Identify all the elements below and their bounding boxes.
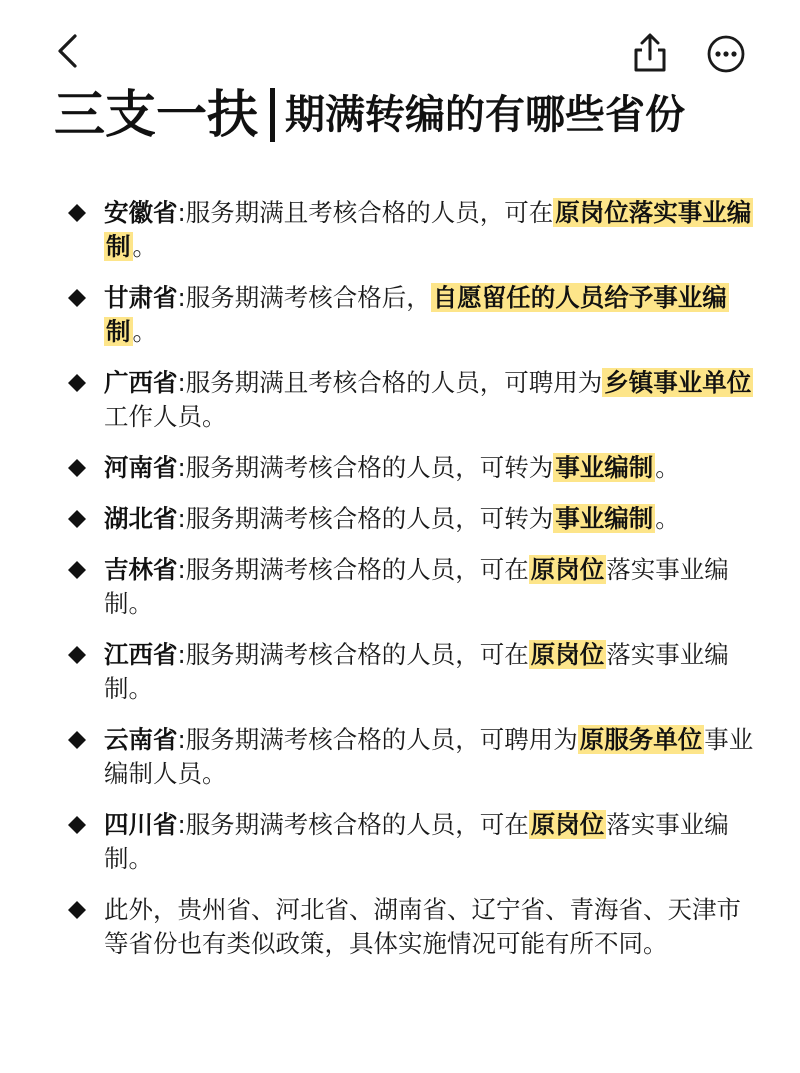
province-colon: : xyxy=(177,453,186,482)
province-colon: : xyxy=(177,725,186,754)
policy-list-item xyxy=(66,553,756,621)
province-colon: : xyxy=(177,555,186,584)
policy-list-item xyxy=(66,451,756,485)
description-text: 工作人员。 xyxy=(104,402,227,431)
diamond-bullet-icon xyxy=(68,510,86,528)
description-text: 服务期满考核合格的人员，可转为 xyxy=(185,504,554,533)
province-name: 湖北省 xyxy=(104,504,178,533)
top-nav-bar xyxy=(0,0,800,90)
description-text: 。 xyxy=(132,317,157,346)
highlighted-text: 原岗位 xyxy=(530,810,605,839)
province-colon: : xyxy=(177,368,186,397)
description-text: 事业编制人员。 xyxy=(104,725,754,788)
description-text: 服务期满且考核合格的人员，可在 xyxy=(185,198,554,227)
diamond-bullet-icon xyxy=(68,561,86,579)
title-divider xyxy=(270,88,275,142)
province-colon: : xyxy=(177,283,186,312)
province-colon: : xyxy=(177,810,186,839)
province-colon: : xyxy=(177,504,186,533)
diamond-bullet-icon xyxy=(68,816,86,834)
description-text: 。 xyxy=(655,453,680,482)
policy-list-item xyxy=(66,196,756,264)
description-text: 落实事业编制。 xyxy=(104,640,729,703)
province-name: 安徽省 xyxy=(104,198,178,227)
diamond-bullet-icon xyxy=(68,459,86,477)
province-colon: : xyxy=(177,640,186,669)
province-name: 吉林省 xyxy=(104,555,178,584)
highlighted-text: 原岗位 xyxy=(530,555,605,584)
highlighted-text: 原服务单位 xyxy=(579,725,703,754)
description-text: 服务期满考核合格的人员，可在 xyxy=(185,810,529,839)
back-button[interactable] xyxy=(48,32,88,72)
highlighted-text: 事业编制 xyxy=(555,504,654,533)
description-text: 。 xyxy=(655,504,680,533)
highlighted-text: 乡镇事业单位 xyxy=(604,368,752,397)
province-name: 河南省 xyxy=(104,453,178,482)
policy-list-item xyxy=(66,808,756,876)
diamond-bullet-icon xyxy=(68,731,86,749)
description-text: 服务期满考核合格的人员，可在 xyxy=(185,555,529,584)
description-text: 服务期满考核合格的人员，可转为 xyxy=(185,453,554,482)
highlighted-text: 事业编制 xyxy=(555,453,654,482)
diamond-bullet-icon xyxy=(68,374,86,392)
highlighted-text: 自愿留任的人员给予事业编制 xyxy=(106,283,727,346)
diamond-bullet-icon xyxy=(68,204,86,222)
description-text: 落实事业编制。 xyxy=(104,810,729,873)
chevron-left-icon xyxy=(48,32,88,72)
description-text: 服务期满考核合格后， xyxy=(185,283,431,312)
policy-list xyxy=(66,196,756,978)
share-button[interactable] xyxy=(630,30,670,74)
page-title-main: 三支一扶 xyxy=(54,85,259,145)
province-name: 江西省 xyxy=(104,640,178,669)
province-name: 云南省 xyxy=(104,725,178,754)
highlighted-text: 原岗位落实事业编制 xyxy=(106,198,752,261)
policy-list-item xyxy=(66,502,756,536)
province-colon: : xyxy=(177,198,186,227)
description-text: 服务期满且考核合格的人员，可聘用为 xyxy=(185,368,603,397)
highlighted-text: 原岗位 xyxy=(530,640,605,669)
more-options-icon xyxy=(706,34,746,74)
more-options-button[interactable] xyxy=(706,34,746,74)
province-name: 广西省 xyxy=(104,368,178,397)
diamond-bullet-icon xyxy=(68,289,86,307)
description-text: 服务期满考核合格的人员，可聘用为 xyxy=(185,725,578,754)
description-text: 。 xyxy=(132,232,157,261)
share-icon xyxy=(630,30,670,74)
page-title-subtitle: 期满转编的有哪些省份 xyxy=(285,92,686,138)
description-text: 此外，贵州省、河北省、湖南省、辽宁省、青海省、天津市等省份也有类似政策，具体实施情况可能有所不同。 xyxy=(104,895,741,958)
policy-list-item xyxy=(66,366,756,434)
diamond-bullet-icon xyxy=(68,901,86,919)
description-text: 落实事业编制。 xyxy=(104,555,729,618)
policy-list-item xyxy=(66,893,756,961)
province-name: 四川省 xyxy=(104,810,178,839)
province-name: 甘肃省 xyxy=(104,283,178,312)
page-title xyxy=(54,80,774,150)
description-text: 服务期满考核合格的人员，可在 xyxy=(185,640,529,669)
policy-list-item xyxy=(66,281,756,349)
diamond-bullet-icon xyxy=(68,646,86,664)
policy-list-item xyxy=(66,638,756,706)
policy-list-item xyxy=(66,723,756,791)
